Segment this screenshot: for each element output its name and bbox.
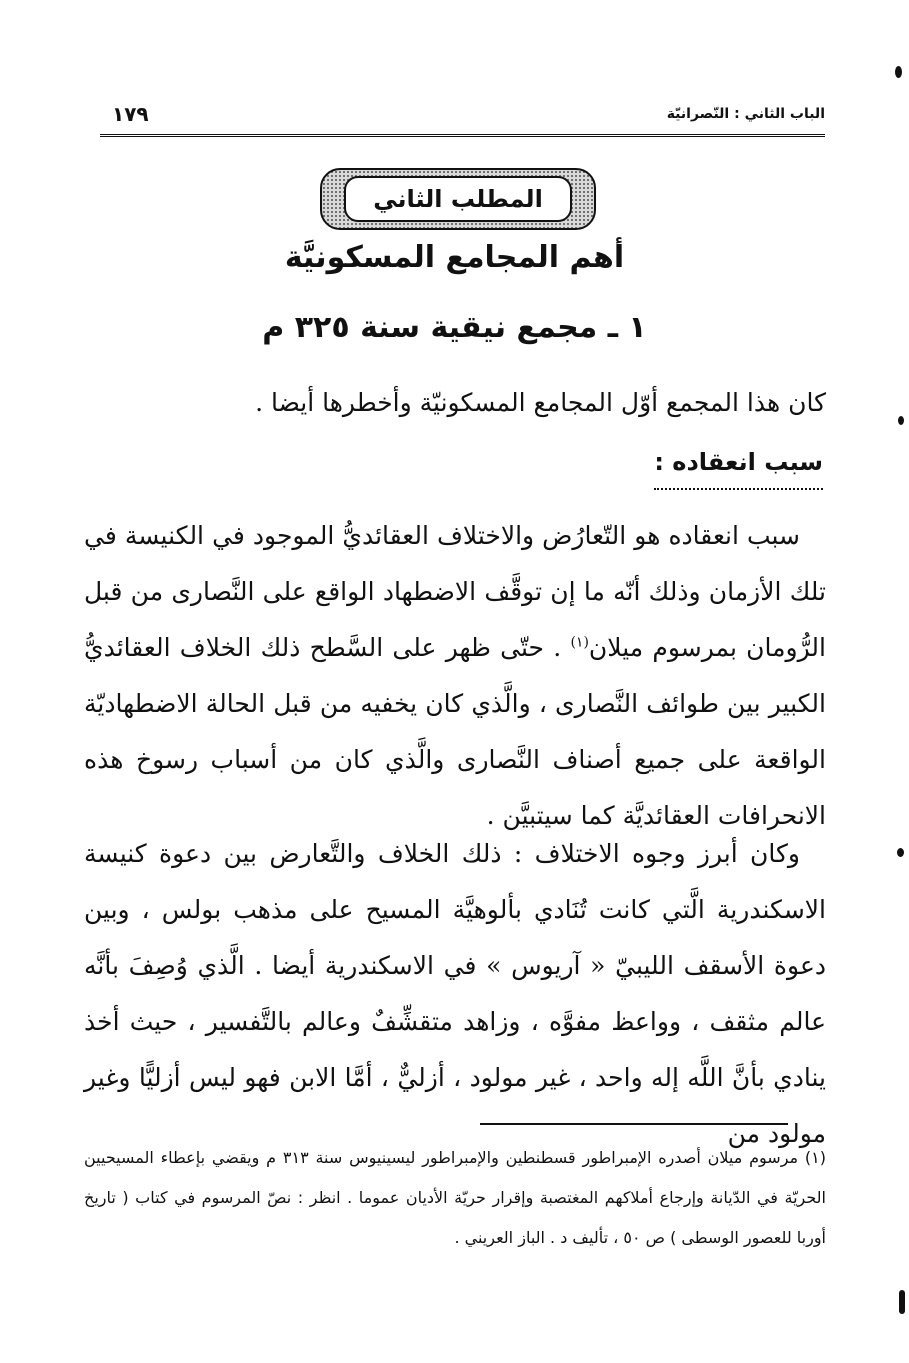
- chapter-title: أهم المجامع المسكونيَّة: [284, 240, 625, 275]
- paragraph-1: [84, 508, 826, 844]
- subtitle: ١ ـ مجمع نيقية سنة ٣٢٥ م: [262, 310, 647, 345]
- cause-heading: سبب انعقاده :: [654, 440, 823, 490]
- scan-mark-bottom: [899, 1290, 905, 1314]
- section-label: المطلب الثاني: [344, 176, 572, 222]
- scan-mark-lower: [897, 848, 904, 857]
- page-header: [100, 98, 825, 138]
- footnote-separator: [480, 1123, 788, 1125]
- page-number: ١٧٩: [112, 102, 149, 126]
- running-title: الباب الثاني : النّصرانيّة: [666, 106, 825, 122]
- paragraph-2: وكان أبرز وجوه الاختلاف : ذلك الخلاف والتَّعارض بين دعوة كنيسة الاسكندرية الَّتي كانت تُنَادي بألوهيَّة المسيح على مذهب بولس ، وبين دعوة الأسقف الليبيّ « آريوس » في الاسكندرية أيضا . الَّذي وُصِفَ بأنَّه عالم مثقف ، وواعظ مفوَّه ، وزاهد متقشِّفٌ وعالم بالتَّفسير ، حيث أخذ ينادي بأنَّ اللَّه إله واحد ، غير مولود ، أزليٌّ ، أمَّا الابن فهو ليس أزليًّا وغير مولود من: [84, 839, 826, 1148]
- footnote-reference[interactable]: (١): [570, 634, 589, 651]
- header-rule: [100, 134, 825, 137]
- intro-sentence: كان هذا المجمع أوّل المجامع المسكونيّة وأخطرها أيضا .: [255, 388, 826, 417]
- scan-mark-middle: [898, 416, 904, 425]
- scan-mark-top: [895, 66, 902, 78]
- paragraph-1-text-before-note: سبب انعقاده هو التّعارُض والاختلاف العقائديُّ الموجود في الكنيسة في تلك الأزمان وذلك أنّه ما إن توقَّف الاضطهاد الواقع على النَّصارى من قبل الرُّومان بمرسوم ميلان: [84, 521, 826, 662]
- footnote: (١) مرسوم ميلان أصدره الإمبراطور قسطنطين والإمبراطور ليسينيوس سنة ٣١٣ م ويقضي بإعطاء المسيحيين الحريّة في الدّيانة وإرجاع أملاكهم المغتصبة وإقرار حريّة الأديان عموما . انظر : نصّ المرسوم في كتاب ( تاريخ أوربا للعصور الوسطى ) ص ٥٠ ، تأليف د . الباز العريني .: [84, 1148, 827, 1247]
- section-label-frame: [320, 168, 596, 230]
- paragraph-1-text-after-note: . حتّى ظهر على السَّطح ذلك الخلاف العقائديُّ الكبير بين طوائف النَّصارى ، والَّذي كان يخفيه من قبل الحالة الاضطهاديّة الواقعة على جميع أصناف النَّصارى والَّذي كان من أسباب رسوخ هذه الانحرافات العقائديَّة كما سيتبيَّن .: [84, 633, 826, 830]
